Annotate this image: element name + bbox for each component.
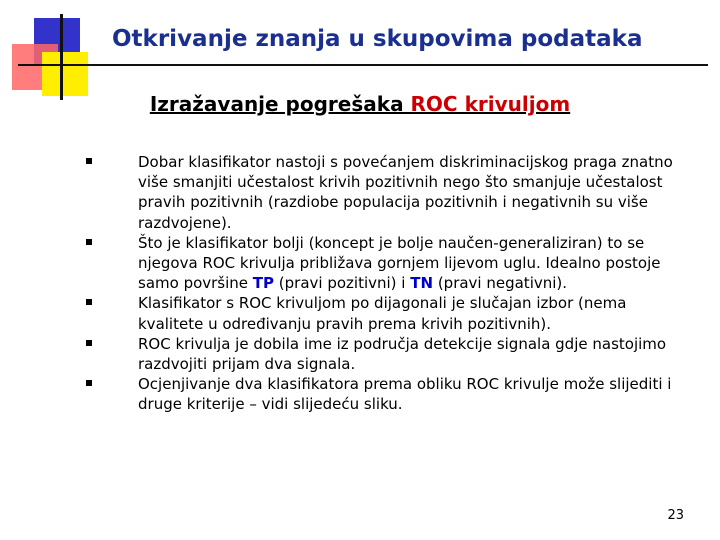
bullet-square-icon [86, 380, 92, 386]
bullet-square-icon [86, 239, 92, 245]
bullet-text: Dobar klasifikator nastoji s povećanjem diskriminacijskog praga znatno više smanjiti učestalost krivih pozitivnih nego što smanjuje učestalost pravih pozitivnih (razdiobe populacija pozitivnih i negativnih su više razdvojene). [138, 153, 673, 232]
subtitle-part-2: ROC krivuljom [410, 92, 571, 116]
bullet-item [86, 374, 686, 414]
bullet-item [86, 293, 686, 333]
slide-title: Otkrivanje znanja u skupovima podataka [112, 26, 643, 52]
bullet-list [86, 152, 686, 415]
bullet-text: (pravi pozitivni) i [274, 274, 411, 293]
decor-horizontal-line [18, 64, 708, 66]
bullet-square-icon [86, 299, 92, 305]
keyword-tn: TN [410, 274, 434, 293]
bullet-square-icon [86, 340, 92, 346]
bullet-text: ROC krivulja je dobila ime iz područja detekcije signala gdje nastojimo razdvojiti prijam dva signala. [138, 334, 667, 374]
bullet-text: (pravi negativni). [433, 274, 568, 293]
bullet-square-icon [86, 158, 92, 164]
bullet-item [86, 152, 686, 233]
subtitle-part-1: Izražavanje pogrešaka [149, 92, 411, 116]
page-number: 23 [667, 508, 684, 523]
decor-square-yellow [42, 52, 88, 96]
decor-vertical-line [60, 14, 63, 100]
slide-subtitle [0, 92, 720, 116]
bullet-item [86, 334, 686, 374]
bullet-text: Što je klasifikator bolji (koncept je bolje naučen-generaliziran) to se njegova ROC krivulja približava gornjem lijevom uglu. Idealno postoje samo površine [138, 233, 661, 293]
bullet-text: Klasifikator s ROC krivuljom po dijagonali je slučajan izbor (nema kvalitete u određivanju pravih prema krivih pozitivnih). [138, 294, 627, 333]
bullet-text: Ocjenjivanje dva klasifikatora prema obliku ROC krivulje može slijediti i druge kriterije – vidi slijedeću sliku. [138, 375, 672, 414]
bullet-item [86, 233, 686, 294]
keyword-tp: TP [252, 274, 275, 293]
